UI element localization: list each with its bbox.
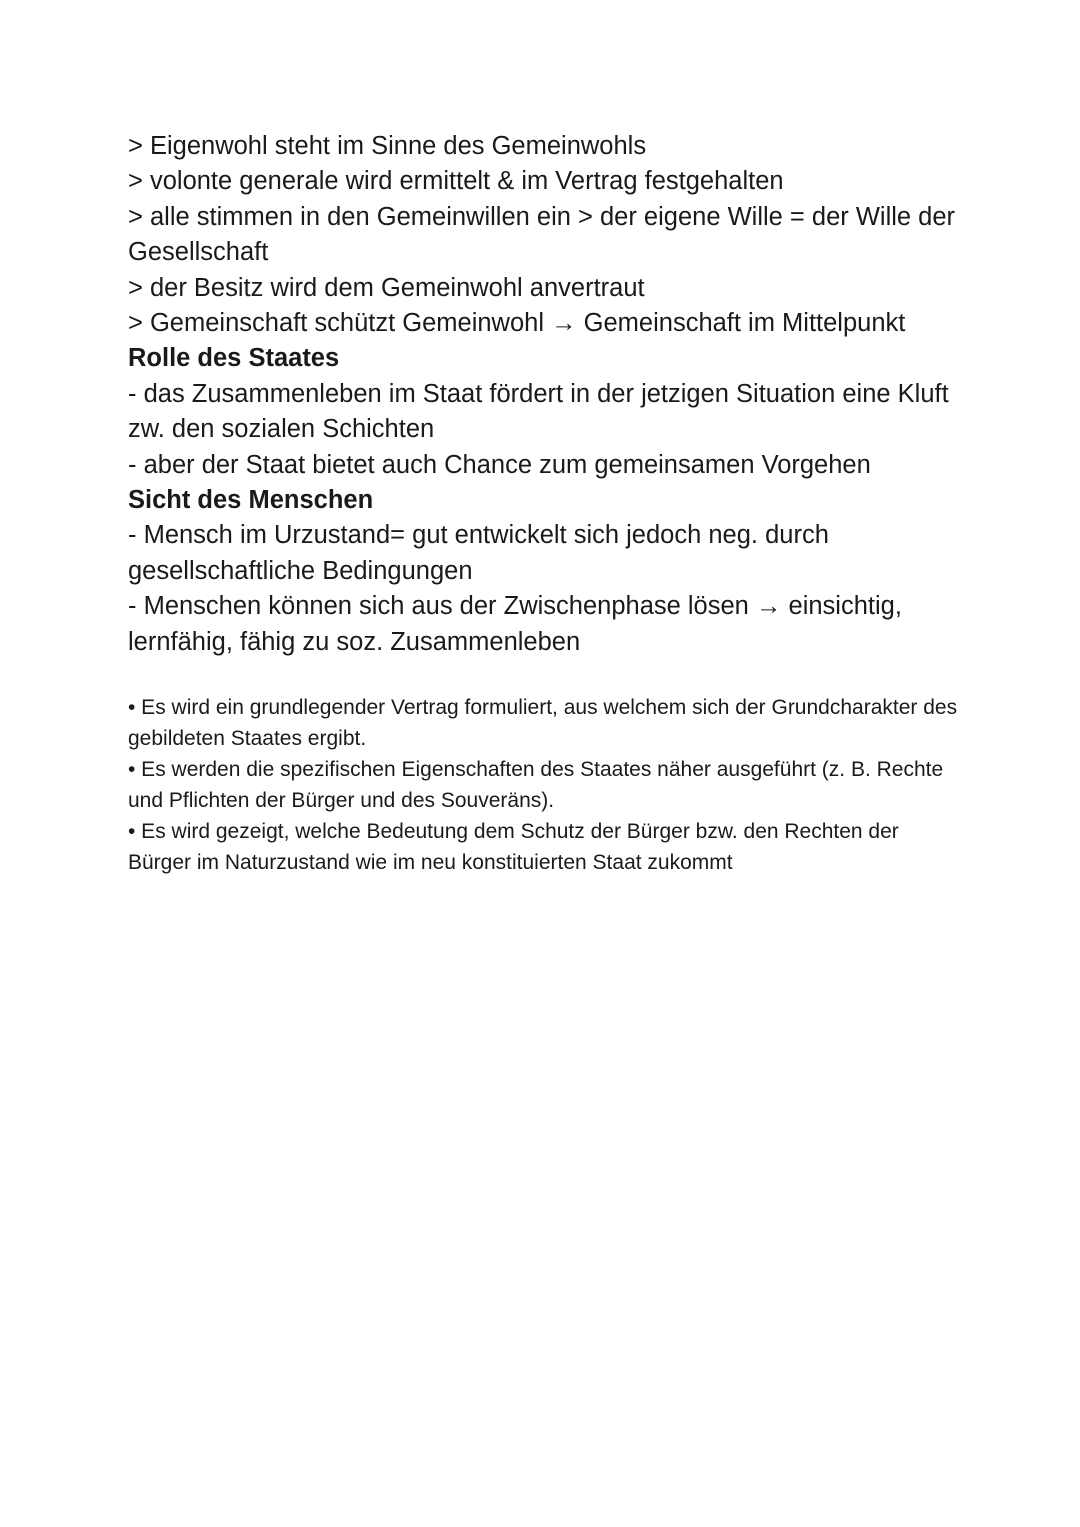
criteria-item: • Es wird ein grundlegender Vertrag formuliert, aus welchem sich der Grundcharakter des gebildeten Staates ergibt. bbox=[128, 696, 958, 750]
note-line: > volonte generale wird ermittelt & im Vertrag festgehalten bbox=[128, 167, 784, 196]
criteria-item: • Es wird gezeigt, welche Bedeutung dem Schutz der Bürger bzw. den Rechten der Bürger im Naturzustand wie im neu konstituierten Staat zukommt bbox=[128, 820, 899, 874]
note-line: - das Zusammenleben im Staat fördert in der jetzigen Situation eine Kluft zw. den sozialen Schichten bbox=[128, 379, 949, 444]
main-notes bbox=[128, 129, 958, 660]
note-line: - Mensch im Urzustand= gut entwickelt sich jedoch neg. durch gesellschaftliche Bedingungen bbox=[128, 521, 829, 585]
note-line: > alle stimmen in den Gemeinwillen ein > der eigene Wille = der Wille der Gesellschaft bbox=[128, 202, 956, 267]
note-line: > Eigenwohl steht im Sinne des Gemeinwohls bbox=[128, 132, 647, 160]
section-heading-sicht-des-menschen: Sicht des Menschen bbox=[128, 486, 374, 515]
note-line: - Menschen können sich aus der Zwischenphase lösen → einsichtig, lernfähig, fähig zu soz. Zusammenleben bbox=[128, 592, 902, 656]
criteria-item: • Es werden die spezifischen Eigenschaften des Staates näher ausgeführt (z. B. Rechte und Pflichten der Bürger und des Souveräns). bbox=[128, 758, 944, 812]
note-line: > der Besitz wird dem Gemeinwohl anvertraut bbox=[128, 273, 645, 302]
note-line: - aber der Staat bietet auch Chance zum gemeinsamen Vorgehen bbox=[128, 450, 871, 479]
criteria-list bbox=[128, 692, 958, 878]
note-line: > Gemeinschaft schützt Gemeinwohl → Gemeinschaft im Mittelpunkt bbox=[128, 309, 906, 338]
section-heading-rolle-des-staates: Rolle des Staates bbox=[128, 344, 340, 373]
